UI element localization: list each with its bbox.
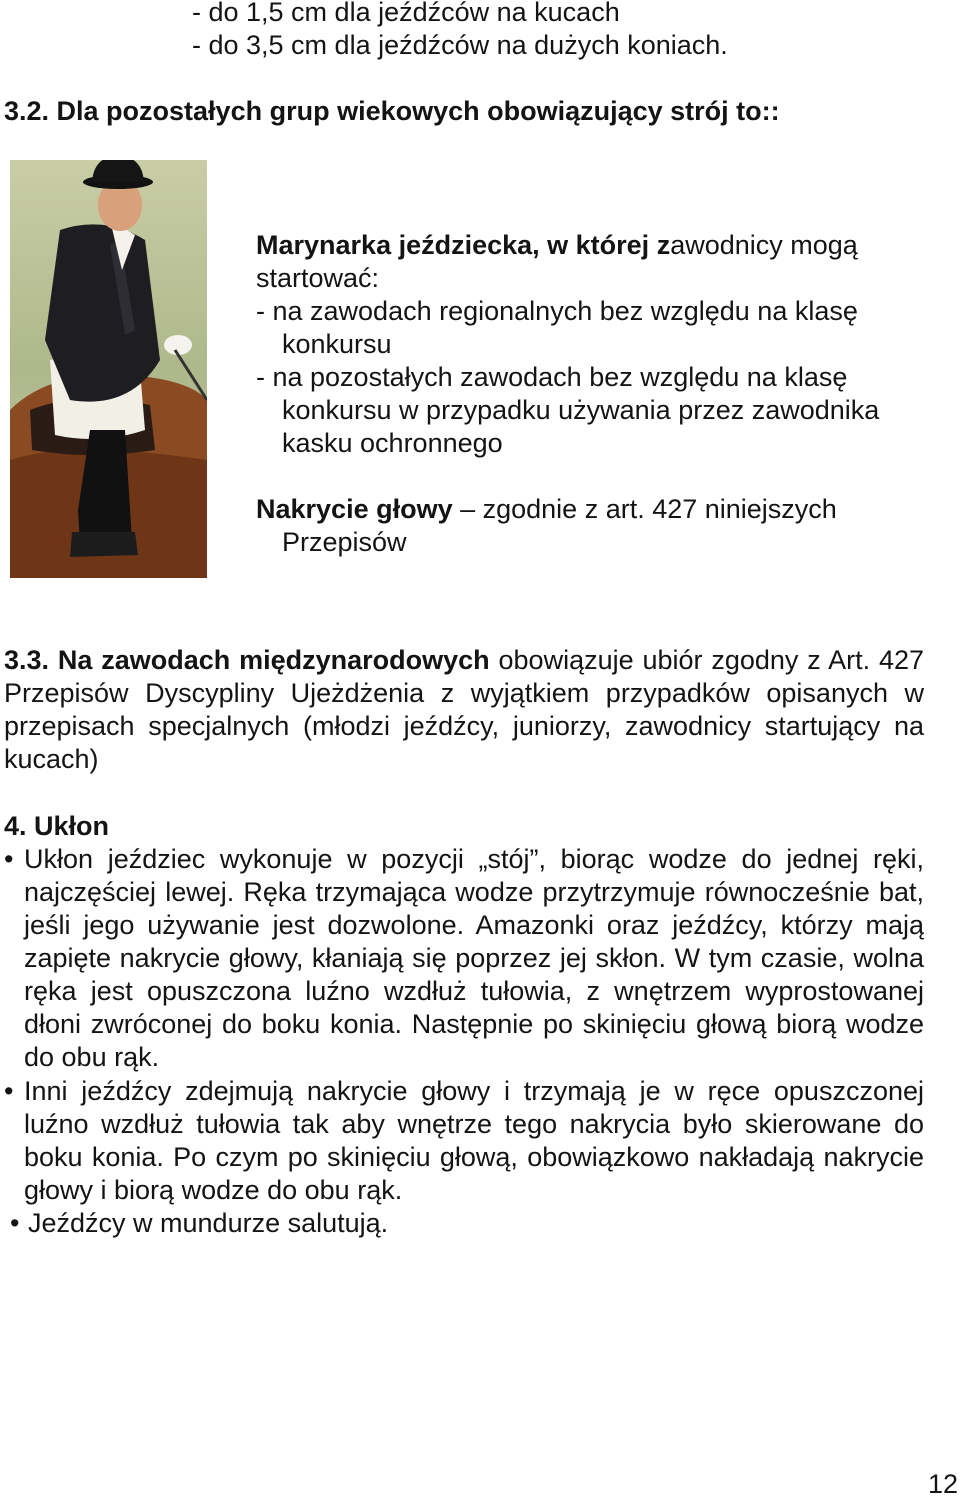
jacket-label-rest: awodnicy mogą (670, 230, 858, 260)
headwear-line-2: Przepisów (282, 527, 407, 557)
jacket-item-2-cont-1: konkursu w przypadku używania przez zawodnika (282, 395, 880, 425)
jacket-label: Marynarka jeździecka, w której z (256, 230, 671, 260)
section-4-heading: 4. Ukłon (4, 811, 110, 841)
rider-illustration (10, 160, 207, 578)
intro-item-1: - do 1,5 cm dla jeźdźców na kucach (192, 0, 620, 27)
bullet-glyph-2: • (4, 1076, 14, 1106)
jacket-item-1: - na zawodach regionalnych bez względu na klasę (256, 296, 858, 326)
section-3-2-heading: 3.2. Dla pozostałych grup wiekowych obowiązujący strój to:: (4, 96, 780, 126)
headwear-label: Nakrycie głowy (256, 494, 453, 524)
bullet-glyph-3: • (10, 1208, 20, 1238)
section-3-3-text: obowiązuje ubiór zgodny z Art. 427 Przepisów Dyscypliny Ujeżdżenia z wyjątkiem przypadków opisanych w przepisach specjalnych (młodzi jeźdźcy, juniorzy, zawodnicy startujący na kucach) (4, 645, 924, 774)
jacket-item-1-cont: konkursu (282, 329, 392, 359)
intro-item-2: - do 3,5 cm dla jeźdźców na dużych koniach. (192, 30, 728, 60)
bullet-item-1: Ukłon jeździec wykonuje w pozycji „stój”, biorąc wodze do jednej ręki, najczęściej lewej. Ręka trzymająca wodze przytrzymuje równocześnie bat, jeśli jego używanie jest dozwolone. Amazonki oraz jeźdźcy, którzy mają zapięte nakrycie głowy, kłaniają się poprzez jej skłon. W tym czasie, wolna ręka jest opuszczona luźno wzdłuż tułowia, z wnętrzem wyprostowanej dłoni zwróconej do boku konia. Następnie po skinięciu głową biorą wodze do obu rąk. (24, 844, 924, 1072)
rider-photo (10, 160, 207, 578)
headwear-line-1 (256, 493, 837, 526)
headwear-label-rest: – zgodnie z art. 427 niniejszych (452, 494, 837, 524)
jacket-item-2-cont-2: kasku ochronnego (282, 428, 503, 458)
section-3-3-heading: 3.3. Na zawodach międzynarodowych (4, 645, 490, 675)
bullet-item-3: Jeźdźcy w mundurze salutują. (28, 1208, 389, 1238)
bullet-item-2: Inni jeźdźcy zdejmują nakrycie głowy i trzymają je w ręce opuszczonej luźno wzdłuż tułowia tak aby wnętrze tego nakrycia było skierowane do boku konia. Po czym po skinięciu głową, obowiązkowo nakładają nakrycie głowy i biorą wodze do obu rąk. (24, 1076, 924, 1205)
page-number: 12 (927, 1469, 958, 1499)
jacket-line-1 (256, 229, 858, 262)
bullet-glyph-1: • (4, 844, 14, 874)
section-3-3-paragraph (4, 644, 924, 776)
jacket-line-2: startować: (256, 263, 380, 293)
jacket-item-2: - na pozostałych zawodach bez względu na klasę (256, 362, 848, 392)
